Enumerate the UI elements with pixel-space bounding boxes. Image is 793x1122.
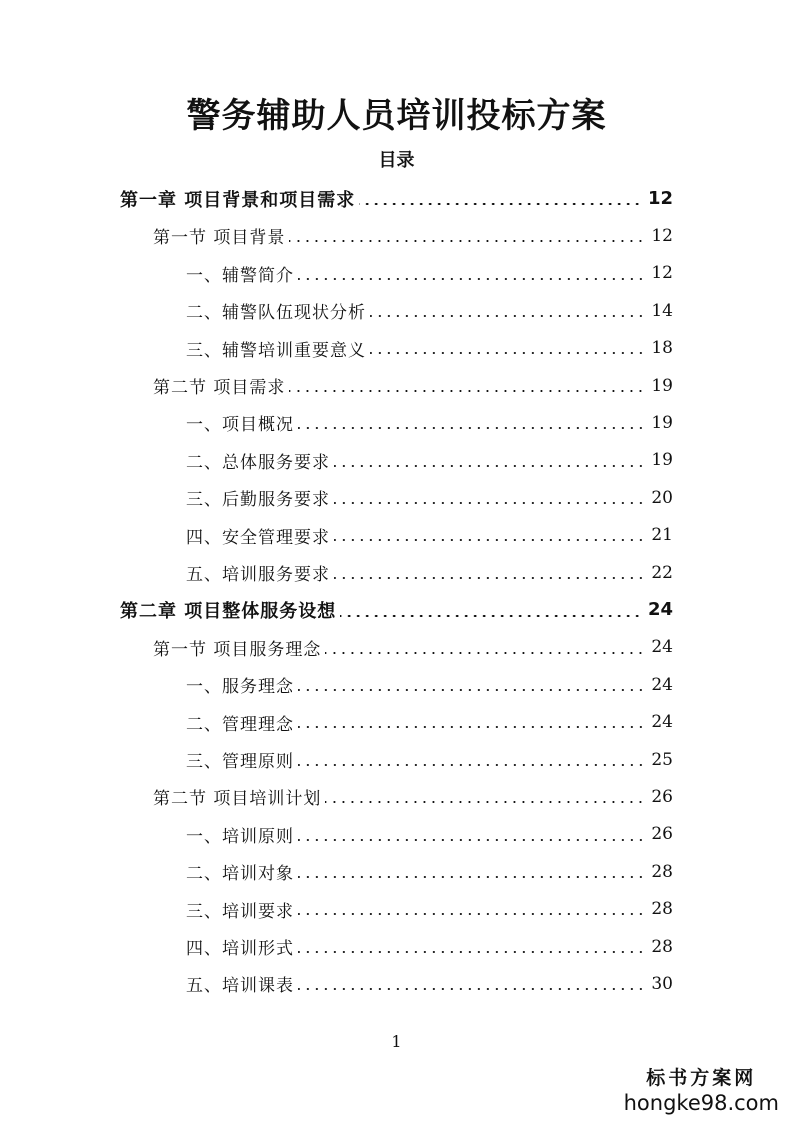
toc-entry-page: 24 bbox=[647, 599, 673, 621]
toc-entry[interactable] bbox=[186, 704, 673, 741]
toc-entry[interactable] bbox=[186, 891, 673, 928]
toc-entry-page: 14 bbox=[651, 300, 673, 321]
toc-entry-label: 二、辅警队伍现状分析 bbox=[186, 303, 366, 324]
toc-entry-page: 26 bbox=[651, 786, 673, 807]
toc-dot-leader bbox=[298, 713, 645, 732]
watermark-text: 标书方案网 bbox=[646, 1067, 757, 1089]
toc-entry-page: 21 bbox=[651, 525, 673, 546]
toc-entry-label: 一、培训原则 bbox=[186, 826, 294, 847]
toc-entry-label: 第二章 项目整体服务设想 bbox=[120, 600, 337, 622]
toc-dot-leader bbox=[325, 788, 645, 807]
toc-entry[interactable] bbox=[186, 517, 673, 554]
toc-entry-page: 12 bbox=[647, 188, 673, 209]
toc-entry-label: 一、服务理念 bbox=[186, 677, 294, 698]
toc-entry-label: 一、项目概况 bbox=[186, 415, 294, 436]
toc-entry-page: 25 bbox=[651, 749, 673, 770]
toc-dot-leader bbox=[334, 563, 645, 582]
toc-dot-leader bbox=[359, 189, 642, 209]
toc-entry[interactable] bbox=[186, 330, 673, 367]
toc-dot-leader bbox=[340, 600, 642, 620]
toc-entry-page: 18 bbox=[651, 338, 673, 359]
toc-entry-label: 第二节 项目需求 bbox=[153, 378, 286, 398]
toc-entry[interactable] bbox=[120, 180, 673, 217]
toc-dot-leader bbox=[298, 414, 645, 433]
toc-entry[interactable] bbox=[153, 367, 673, 404]
toc-entry[interactable] bbox=[186, 442, 673, 479]
toc-dot-leader bbox=[298, 825, 645, 844]
toc-entry-label: 第二节 项目培训计划 bbox=[153, 789, 322, 810]
toc-dot-leader bbox=[298, 900, 645, 919]
toc-entry-page: 28 bbox=[651, 899, 673, 920]
toc-dot-leader bbox=[370, 339, 645, 358]
toc-entry-page: 19 bbox=[651, 412, 673, 433]
toc-dot-leader bbox=[370, 301, 645, 320]
toc-entry-label: 四、安全管理要求 bbox=[186, 527, 330, 548]
toc-entry-page: 28 bbox=[651, 861, 673, 882]
toc-entry[interactable] bbox=[186, 816, 673, 853]
toc-entry-label: 五、培训课表 bbox=[186, 976, 294, 997]
page-number: 1 bbox=[391, 1032, 402, 1051]
toc-dot-leader bbox=[289, 227, 645, 246]
toc-entry-label: 第一章 项目背景和项目需求 bbox=[120, 189, 356, 211]
toc-entry[interactable] bbox=[186, 928, 673, 965]
toc-entry-page: 12 bbox=[651, 225, 673, 246]
toc-entry[interactable] bbox=[186, 965, 673, 1002]
toc-entry-label: 三、管理原则 bbox=[186, 752, 294, 772]
toc-entry-page: 12 bbox=[651, 263, 673, 284]
watermark-logo bbox=[624, 1066, 779, 1116]
toc-heading: 目录 bbox=[378, 150, 415, 171]
toc-entry-label: 四、培训形式 bbox=[186, 939, 294, 959]
toc-dot-leader bbox=[325, 638, 645, 657]
toc-entry[interactable] bbox=[186, 292, 673, 329]
toc-dot-leader bbox=[298, 264, 645, 283]
toc-dot-leader bbox=[334, 526, 645, 545]
watermark-url: hongke98.com bbox=[623, 1091, 779, 1115]
toc-entry[interactable] bbox=[186, 741, 673, 778]
toc-entry-page: 19 bbox=[651, 375, 673, 396]
toc-dot-leader bbox=[334, 488, 645, 507]
toc-entry[interactable] bbox=[186, 853, 673, 890]
toc-entry-page: 22 bbox=[651, 562, 673, 583]
toc-entry-label: 一、辅警简介 bbox=[186, 265, 294, 286]
toc-entry-page: 26 bbox=[651, 824, 673, 845]
toc-entry-label: 二、管理理念 bbox=[186, 714, 294, 735]
toc-entry[interactable] bbox=[186, 479, 673, 516]
toc-dot-leader bbox=[298, 937, 645, 956]
toc-dot-leader bbox=[334, 451, 645, 470]
toc-entry-page: 30 bbox=[651, 973, 673, 994]
toc-entry[interactable] bbox=[186, 404, 673, 441]
toc-dot-leader bbox=[298, 675, 645, 694]
page-title: 警务辅助人员培训投标方案 bbox=[186, 96, 607, 136]
toc-entry[interactable] bbox=[120, 591, 673, 628]
toc-entry[interactable] bbox=[186, 554, 673, 591]
toc-entry-page: 24 bbox=[651, 674, 673, 695]
toc-entry-label: 三、后勤服务要求 bbox=[186, 490, 330, 511]
toc-entry-page: 28 bbox=[651, 936, 673, 957]
toc-dot-leader bbox=[289, 376, 645, 395]
toc-entry-label: 二、培训对象 bbox=[186, 864, 294, 885]
toc-entry-page: 24 bbox=[651, 637, 673, 658]
toc-entry-page: 19 bbox=[651, 450, 673, 471]
toc-entry[interactable] bbox=[153, 778, 673, 815]
toc-dot-leader bbox=[298, 862, 645, 881]
toc-dot-leader bbox=[298, 975, 645, 994]
toc-entry[interactable] bbox=[153, 629, 673, 666]
toc-entry-label: 二、总体服务要求 bbox=[186, 452, 330, 473]
toc-entry[interactable] bbox=[186, 666, 673, 703]
toc-entry-page: 20 bbox=[651, 487, 673, 508]
toc-entry-label: 五、培训服务要求 bbox=[186, 565, 330, 585]
toc-entry[interactable] bbox=[153, 217, 673, 254]
toc-dot-leader bbox=[298, 750, 645, 769]
toc-entry-label: 三、培训要求 bbox=[186, 901, 294, 922]
toc-entry-page: 24 bbox=[651, 712, 673, 733]
toc-entry-label: 第一节 项目背景 bbox=[153, 228, 286, 249]
toc-entry[interactable] bbox=[186, 255, 673, 292]
toc-entry-label: 第一节 项目服务理念 bbox=[153, 639, 322, 660]
toc-entry-label: 三、辅警培训重要意义 bbox=[186, 340, 366, 361]
